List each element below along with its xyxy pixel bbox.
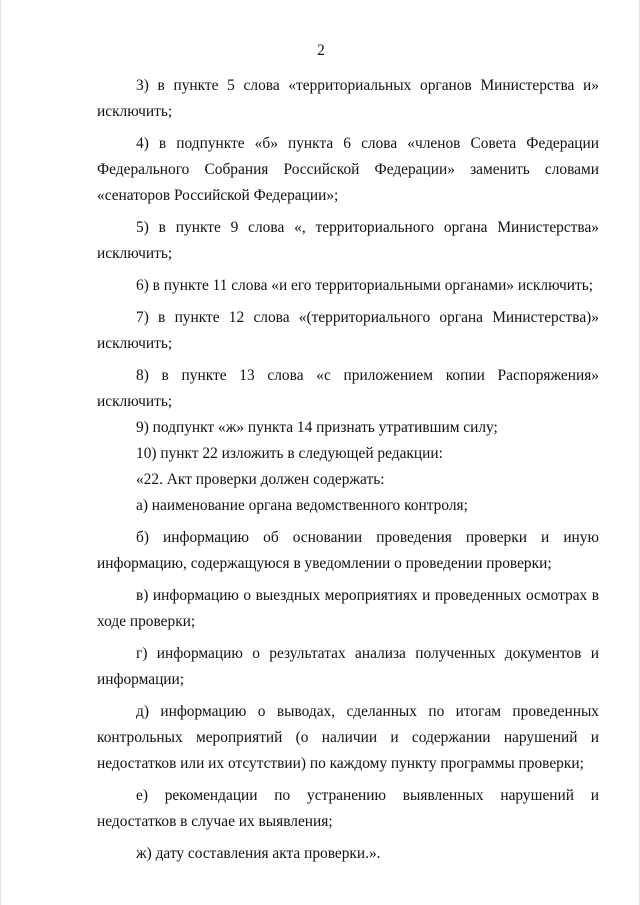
subclause-zh: ж) дату составления акта проверки.». [136, 845, 381, 862]
subclause-e: е) рекомендации по устранению выявленных нарушений и недостатков в случае их выявления; [97, 787, 599, 830]
amendment-item-5: 5) в пункте 9 слова «, территориального органа Министерства» исключить; [97, 219, 599, 262]
subclause-d: д) информацию о выводах, сделанных по итогам проведенных контрольных мероприятий (о наличии и содержании нарушений и недостатков или их отсутствии) по каждому пункту программы проверки; [97, 703, 599, 772]
amendment-item-7: 7) в пункте 12 слова «(территориального органа Министерства)» исключить; [97, 309, 599, 352]
subclause-b: б) информацию об основании проведения проверки и иную информацию, содержащуюся в уведомлении о проведении проверки; [97, 529, 599, 572]
subclause-a: а) наименование органа ведомственного контроля; [136, 497, 468, 514]
amendment-item-4: 4) в подпункте «б» пункта 6 слова «членов Совета Федерации Федерального Собрания Российской Федерации» заменить словами «сенаторов Российской Федерации»; [97, 135, 599, 204]
subclause-g: г) информацию о результатах анализа полученных документов и информации; [97, 645, 599, 688]
amendment-item-9: 9) подпункт «ж» пункта 14 признать утратившим силу; [136, 419, 498, 436]
quoted-clause-22: «22. Акт проверки должен содержать: [136, 471, 385, 488]
amendment-item-8: 8) в пункте 13 слова «с приложением копии Распоряжения» исключить; [97, 367, 599, 410]
document-body [97, 73, 599, 873]
subclause-v: в) информацию о выездных мероприятиях и проведенных осмотрах в ходе проверки; [97, 587, 599, 630]
amendment-item-6: 6) в пункте 11 слова «и его территориальными органами» исключить; [136, 277, 593, 294]
amendment-item-3: 3) в пункте 5 слова «территориальных органов Министерства и» исключить; [97, 77, 599, 120]
amendment-item-10: 10) пункт 22 изложить в следующей редакции: [136, 445, 443, 462]
page-number: 2 [317, 42, 325, 59]
